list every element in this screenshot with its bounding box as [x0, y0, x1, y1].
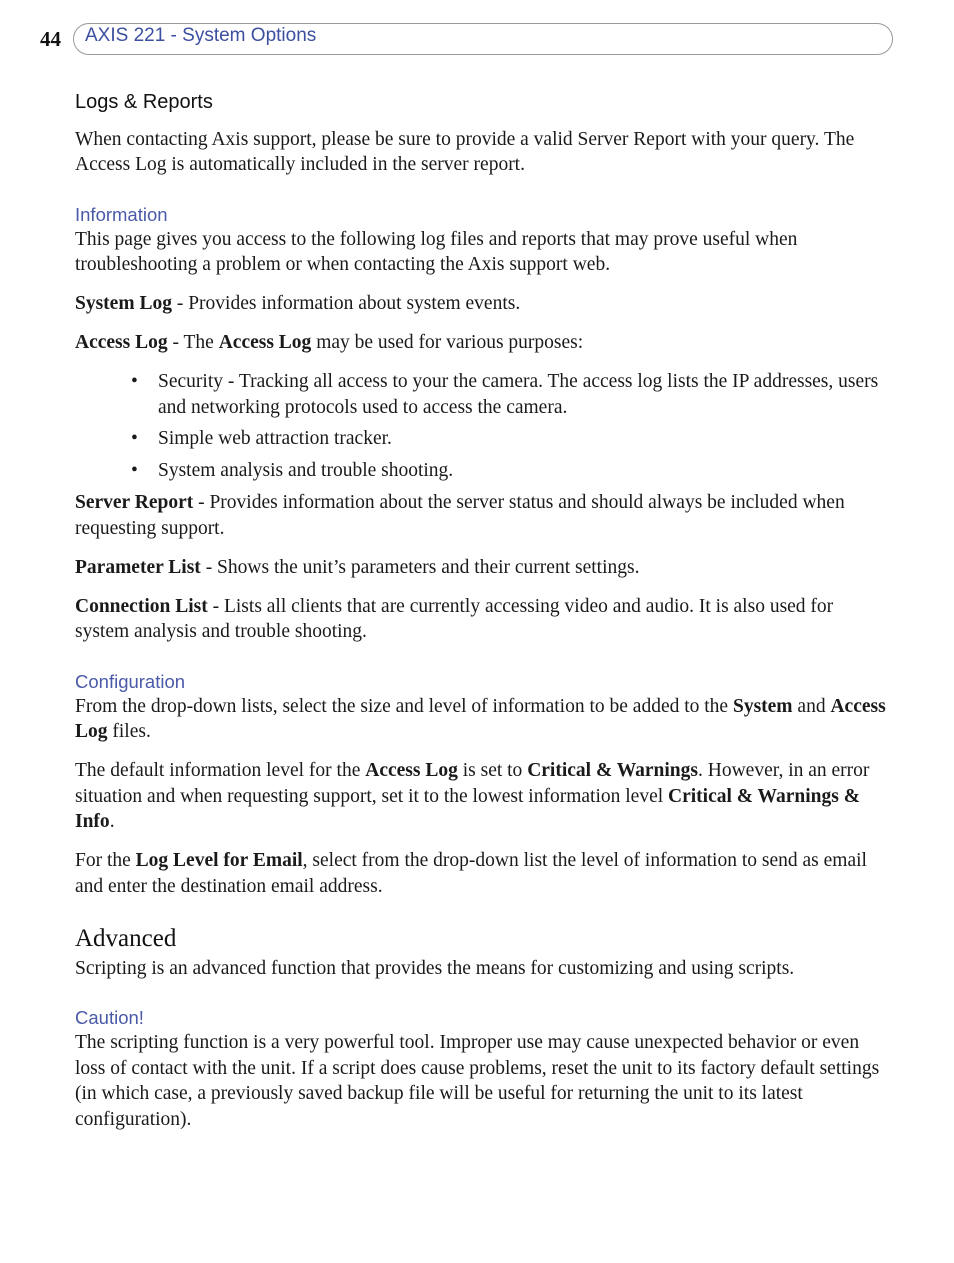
parameter-list-desc: - Shows the unit’s parameters and their current settings. [200, 556, 640, 578]
list-item [131, 458, 890, 484]
connection-list-term: Connection List [75, 595, 208, 617]
text-run: . However, in an error situation and when requesting support, set it to the lowest information level [75, 760, 870, 807]
information-text: This page gives you access to the following log files and reports that may prove useful when troubleshooting a problem or when contacting the Axis support web. [75, 228, 798, 275]
caution-text: The scripting function is a very powerful tool. Improper use may cause unexpected behavior or even loss of contact with the unit. If a script does cause problems, reset the unit to its factory default settings (in which case, a previously saved backup file will be useful for returning the unit to its latest configuration). [75, 1032, 880, 1130]
caution-heading: Caution! [75, 1007, 144, 1028]
access-log-desc: may be used for various purposes: [311, 332, 584, 353]
text-run: , select from the drop-down list the level of information to send as email and enter the destination email address. [75, 850, 867, 897]
list-item-text: System analysis and trouble shooting. [158, 459, 454, 481]
text-run: is set to [457, 760, 528, 781]
configuration-paragraph-1 [75, 694, 890, 745]
system-log-paragraph [75, 291, 890, 317]
header-title: AXIS 221 - System Options [85, 25, 317, 46]
bullet-marker: • [131, 371, 138, 392]
access-log-term: Access Log [365, 760, 458, 781]
access-log-term: Access Log [75, 695, 886, 742]
connection-list-desc: - Lists all clients that are currently accessing video and audio. It is also used for system analysis and trouble shooting. [75, 595, 834, 642]
list-item [131, 426, 890, 452]
list-item-text: Security - Tracking all access to your the camera. The access log lists the IP addresses, users and networking protocols used to access the camera. [158, 371, 879, 418]
page-header [38, 22, 896, 56]
server-report-term: Server Report [75, 492, 194, 513]
bullet-marker: • [131, 459, 138, 481]
bullet-marker: • [131, 428, 138, 449]
server-report-desc: - Provides information about the server status and should always be included when requesting support. [75, 492, 845, 539]
page-number: 44 [40, 27, 61, 51]
configuration-paragraph-2 [75, 758, 890, 835]
system-log-desc: - Provides information about system events. [171, 293, 521, 314]
critical-warnings-info-term: Critical & Warnings & Info [75, 785, 860, 832]
access-log-paragraph [75, 330, 890, 356]
configuration-heading: Configuration [75, 670, 186, 692]
text-run: and [792, 695, 831, 717]
logs-reports-intro: When contacting Axis support, please be sure to provide a valid Server Report with your query. The Access Log is automatically included in the server report. [75, 128, 855, 175]
page-content [75, 90, 890, 1146]
parameter-list-paragraph [75, 555, 890, 581]
system-log-term: System Log [75, 293, 172, 314]
information-heading: Information [75, 203, 168, 225]
text-run: The default information level for the [75, 760, 366, 781]
access-log-term: Access Log [75, 332, 168, 353]
text-run: For the [75, 850, 136, 871]
advanced-heading: Advanced [75, 925, 177, 952]
list-item-text: Simple web attraction tracker. [158, 428, 392, 449]
system-term: System [732, 695, 793, 717]
logs-reports-heading: Logs & Reports [75, 91, 213, 113]
text-run: From the drop-down lists, select the size and level of information to be added to the [75, 695, 733, 717]
critical-warnings-term: Critical & Warnings [527, 760, 698, 781]
text-run: files. [107, 721, 151, 742]
server-report-paragraph [75, 490, 890, 541]
access-log-purposes-list [75, 369, 890, 483]
log-level-email-term: Log Level for Email [135, 850, 303, 871]
list-item [131, 369, 890, 420]
advanced-intro: Scripting is an advanced function that provides the means for customizing and using scripts. [75, 957, 795, 979]
connection-list-paragraph [75, 594, 890, 645]
access-log-term-2: Access Log [218, 332, 312, 353]
text-run: . [109, 811, 115, 832]
configuration-paragraph-3 [75, 848, 890, 899]
parameter-list-term: Parameter List [75, 556, 201, 578]
access-log-mid: - The [167, 332, 219, 353]
